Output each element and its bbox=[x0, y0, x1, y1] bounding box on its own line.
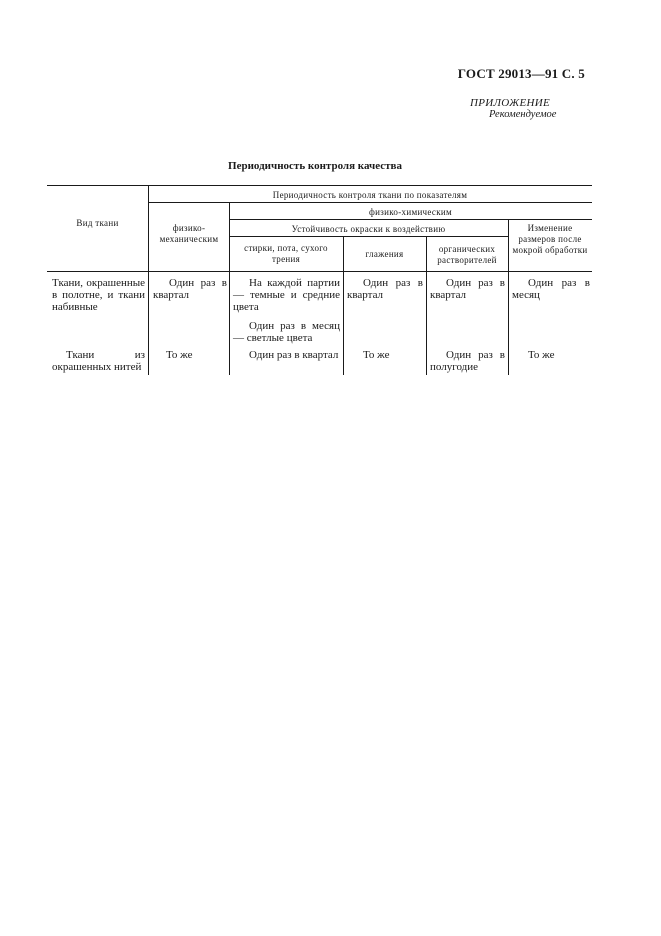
row2-solvents: Один раз в полугодие bbox=[430, 349, 505, 373]
header-periodicity: Периодичность контроля ткани по показателям bbox=[272, 190, 468, 200]
rule-under-periodicity bbox=[148, 202, 592, 203]
row2-size: То же bbox=[528, 349, 555, 361]
row2-physmech: То же bbox=[166, 349, 193, 361]
col-divider-5 bbox=[508, 219, 509, 375]
appendix-status: Рекомендуемое bbox=[489, 109, 557, 120]
header-color-fastness: Устойчивость окраски к воздействию bbox=[291, 224, 446, 234]
header-washing: стирки, пота, сухого трения bbox=[244, 243, 328, 264]
row1-solvents: Один раз в квартал bbox=[430, 277, 505, 301]
col-divider-4 bbox=[426, 236, 427, 375]
rule-under-fastness bbox=[229, 236, 508, 237]
appendix-block bbox=[470, 97, 556, 121]
header-physmech: физико-механическим bbox=[159, 223, 219, 244]
row2-fabric: Ткани из окрашенных нитей bbox=[52, 349, 145, 373]
row2-ironing: То же bbox=[363, 349, 390, 361]
row1-washing: На каждой партии — темные и средние цвета bbox=[233, 277, 340, 313]
row1-physmech: Один раз в квартал bbox=[153, 277, 227, 301]
quality-control-table bbox=[47, 185, 592, 375]
header-ironing: глажения bbox=[365, 249, 404, 259]
header-bottom-rule bbox=[47, 271, 592, 272]
rule-under-physchem bbox=[229, 219, 592, 220]
row2-washing: Один раз в квартал bbox=[249, 349, 339, 361]
header-size-change: Изменение размеров после мокрой обработки bbox=[512, 223, 588, 255]
row1-size: Один раз в месяц bbox=[512, 277, 590, 301]
table-title: Периодичность контроля качества bbox=[228, 160, 402, 172]
appendix-label: ПРИЛОЖЕНИЕ bbox=[470, 97, 550, 109]
row1-ironing: Один раз в квартал bbox=[347, 277, 423, 301]
header-organic-solvents: органических растворителей bbox=[437, 244, 497, 265]
header-physchem: физико-химическим bbox=[369, 207, 452, 217]
table-top-rule bbox=[47, 185, 592, 186]
col-divider-1 bbox=[148, 185, 149, 375]
page-header: ГОСТ 29013—91 С. 5 bbox=[457, 66, 585, 81]
row1-fabric: Ткани, окрашенные в полотне, и ткани набивные bbox=[52, 277, 145, 313]
row1-washing-extra: Один раз в месяц — светлые цвета bbox=[233, 320, 340, 344]
header-fabric-type: Вид ткани bbox=[76, 218, 119, 228]
